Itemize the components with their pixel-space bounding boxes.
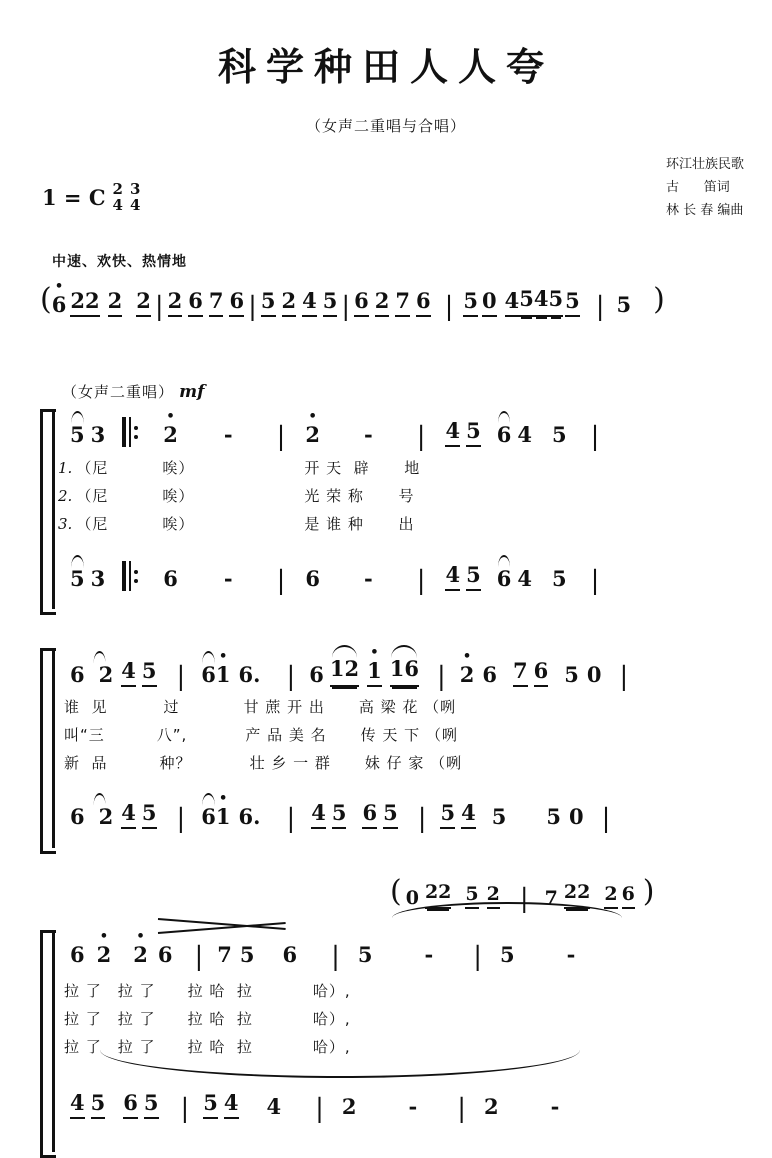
s3-u-barline-3: | <box>436 661 446 692</box>
key-signature-label: 1 = C <box>42 185 106 211</box>
system-intro <box>0 282 772 322</box>
lyric-verse-3: 3. （尼 唉） 是 谁 种 出 <box>58 515 415 533</box>
s2-u-note-2: 3 <box>90 422 106 447</box>
system-brace-inner <box>52 409 55 609</box>
meter-second <box>130 182 140 214</box>
s4-l-barline-2: | <box>315 1093 324 1124</box>
s4-c-note-7: 2 <box>604 883 617 909</box>
s2-l-note-7: 4 <box>445 562 460 591</box>
s3-u-note-17: 0 <box>586 662 602 687</box>
lyric-verse-3: 拉 了 拉 了 拉 哈 拉 哈）, <box>64 1038 351 1056</box>
system2-lower-staff <box>70 561 603 596</box>
s3-l-note-15: 5 <box>546 804 561 829</box>
sheet-music-page <box>0 36 772 1152</box>
lyric-verse-1: 拉 了 拉 了 拉 哈 拉 哈）, <box>64 982 351 1000</box>
s3-l-note-3: 4 <box>121 800 136 829</box>
intro-note-17: 6 <box>416 288 431 317</box>
s2-l-note-10: 4 <box>517 566 532 591</box>
dynamic-mf: mf <box>179 382 205 402</box>
s2-l-note-3: 6 <box>163 566 178 591</box>
s2-l-note-8: 5 <box>466 562 481 591</box>
intro-note-21: 5 <box>519 286 534 317</box>
s4-u-note-7: 6 <box>282 942 298 967</box>
s3-l-note-13: 4 <box>461 800 476 829</box>
part-label-duet: （女声二重唱） mf <box>62 382 205 402</box>
s3-u-barline-2: | <box>286 661 296 692</box>
s3-l-note-9: 5 <box>332 800 347 829</box>
intro-note-14: 6 <box>354 288 369 317</box>
s2-u-note-4: - <box>223 422 233 447</box>
s4-u-note-5: 7 <box>217 942 232 967</box>
s4-l-note-8: 2 <box>341 1094 357 1119</box>
meter-first-numerator: 2 <box>112 180 123 198</box>
s3-u-note-6: • 1 <box>216 662 231 687</box>
s2-u-note-5: • 2 <box>305 422 320 447</box>
intro-note-7: 6 <box>188 288 203 317</box>
s2-u-note-10: 4 <box>517 422 532 447</box>
page-title: 科学种田人人夸 <box>217 44 554 89</box>
s3-u-note-12: • 2 <box>460 662 475 687</box>
s4-l-note-1: 4 <box>70 1090 85 1119</box>
intro-note-1: • 6 <box>52 292 67 317</box>
intro-note-4: 2 <box>108 288 123 317</box>
s2-u-barline-3: | <box>590 421 600 452</box>
s2-l-note-5: 6 <box>305 566 320 591</box>
s4-u-note-2: • 2 <box>97 942 112 967</box>
system2-lyrics <box>58 457 420 534</box>
s3-l-barline-4: | <box>601 803 611 834</box>
s4-u-note-4: 6 <box>157 942 173 967</box>
s3-u-note-9: 12 <box>330 656 359 687</box>
crescendo-hairpin <box>158 916 286 936</box>
s4-l-note-3: 6 <box>123 1090 138 1119</box>
s3-u-barline-1: | <box>176 661 186 692</box>
s4-u-note-3: • 2 <box>133 942 148 967</box>
s4-c-note-2: 22 <box>425 881 451 909</box>
s3-l-barline-2: | <box>286 803 296 834</box>
s4-u-barline-2: | <box>331 941 340 972</box>
lyric-verse-1: 1. （尼 唉） 开 天 辟 地 <box>58 459 421 477</box>
s3-u-note-5: 6 <box>201 662 216 687</box>
intro-note-15: 2 <box>375 288 390 317</box>
s2-l-barline-1: | <box>276 565 286 596</box>
s3-l-note-14: 5 <box>491 804 507 829</box>
system2-upper-staff <box>70 417 603 452</box>
s2-u-note-7: 4 <box>445 418 460 447</box>
s4-l-note-9: - <box>408 1094 418 1119</box>
system3-brace-inner <box>52 648 55 848</box>
intro-note-12: 4 <box>302 288 317 317</box>
s4-c-note-1: 0 <box>405 887 419 909</box>
credit-line-2: 古 笛词 <box>665 179 730 195</box>
lyric-verse-1: 谁 见 过 甘 蔗 开 出 高 梁 花 （咧 <box>64 698 457 716</box>
s4-l-note-7: 4 <box>266 1094 282 1119</box>
repeat-start-sign-lower <box>115 561 145 591</box>
s4-c-note-8: 6 <box>622 883 635 909</box>
s3-u-barline-4: | <box>619 661 629 692</box>
intro-note-5: 2 <box>136 288 151 317</box>
credit-line-1: 环江壮族民歌 <box>665 157 744 172</box>
s3-u-note-1: 6 <box>70 662 85 687</box>
chorus-open-paren: ( <box>390 874 402 909</box>
s2-l-barline-2: | <box>416 565 426 596</box>
s3-u-note-10: • 1 <box>367 658 382 687</box>
s3-l-note-5: 6 <box>201 804 216 829</box>
intro-barline-3: | <box>341 291 351 322</box>
key-signature <box>42 182 140 214</box>
s3-l-note-2: 2 <box>98 804 114 829</box>
system3-upper-staff <box>70 656 632 692</box>
s3-u-note-11: 16 <box>390 656 419 687</box>
intro-note-10: 5 <box>261 288 276 317</box>
intro-note-20: 4 <box>505 288 520 317</box>
system4-upper-staff <box>70 941 576 972</box>
lyric-verse-2: 拉 了 拉 了 拉 哈 拉 哈）, <box>64 1010 351 1028</box>
s3-u-note-15: 6 <box>534 658 549 687</box>
s4-c-note-3: 5 <box>465 883 478 909</box>
s3-l-note-4: 5 <box>142 800 157 829</box>
repeat-start-sign <box>115 417 145 447</box>
s2-l-note-11: 5 <box>551 566 567 591</box>
chorus-close-paren: ) <box>642 874 655 909</box>
s3-u-note-2: 2 <box>98 662 114 687</box>
s2-u-note-3: • 2 <box>163 422 178 447</box>
intro-note-16: 7 <box>395 288 410 317</box>
intro-barline-4: | <box>444 291 454 322</box>
s2-u-note-9: 6 <box>496 422 512 447</box>
s3-l-note-1: 6 <box>70 804 85 829</box>
intro-note-18: 5 <box>463 288 478 317</box>
intro-note-6: 2 <box>168 288 183 317</box>
s3-l-barline-3: | <box>417 803 427 834</box>
intro-barline-5: | <box>595 291 605 322</box>
meter-first-denominator: 4 <box>112 195 123 214</box>
s2-u-barline-1: | <box>276 421 286 452</box>
intro-note-3: 2 <box>85 288 100 317</box>
s2-l-note-4: - <box>223 566 233 591</box>
s3-u-dot-1: . <box>253 662 261 687</box>
system3-lyrics <box>64 696 462 773</box>
intro-note-13: 5 <box>323 288 338 317</box>
s3-u-note-16: 5 <box>564 662 579 687</box>
system4-lyrics <box>64 980 351 1057</box>
s4-c-barline-1: | <box>519 883 529 914</box>
s3-u-note-13: 6 <box>482 662 497 687</box>
intro-close-paren: ) <box>653 282 665 317</box>
intro-note-8: 7 <box>209 288 224 317</box>
s3-u-note-3: 4 <box>121 658 136 687</box>
s3-u-note-8: 6 <box>309 662 324 687</box>
s2-u-note-1: 5 <box>70 422 85 447</box>
s4-l-note-2: 5 <box>91 1090 106 1119</box>
intro-staff <box>0 282 772 322</box>
s3-l-note-11: 5 <box>383 800 398 829</box>
tempo-marking: 中速、欢快、热情地 <box>52 254 187 270</box>
lyric-verse-2: 2. （尼 唉） 光 荣 称 号 <box>58 487 415 505</box>
s2-l-note-9: 6 <box>496 566 512 591</box>
s4-u-note-6: 5 <box>239 942 255 967</box>
lyric-verse-2: 叫“三 八”, 产 品 美 名 传 天 下 （咧 <box>64 726 458 744</box>
s4-l-barline-1: | <box>180 1093 190 1124</box>
meter-first <box>113 182 123 214</box>
s4-l-barline-3: | <box>457 1093 467 1124</box>
s3-l-note-6: • 1 <box>216 804 231 829</box>
meter-second-denominator: 4 <box>129 195 141 214</box>
s3-l-note-10: 6 <box>362 800 377 829</box>
system4-phrase-slur <box>100 1050 580 1078</box>
s4-l-note-6: 4 <box>224 1090 239 1119</box>
s2-l-note-2: 3 <box>90 566 106 591</box>
intro-note-2: 2 <box>70 288 85 317</box>
s3-l-barline-1: | <box>176 803 186 834</box>
s4-c-note-6: 22 <box>564 881 590 909</box>
system3-lower-staff <box>70 800 614 834</box>
s3-u-note-4: 5 <box>142 658 157 687</box>
s3-u-note-14: 7 <box>513 658 528 687</box>
intro-note-9: 6 <box>229 288 244 317</box>
s4-u-note-11: - <box>566 942 576 967</box>
s4-l-note-5: 5 <box>203 1090 218 1119</box>
intro-open-paren: ( <box>40 282 52 317</box>
s4-u-barline-1: | <box>194 941 204 972</box>
s3-l-note-7: 6 <box>238 804 254 829</box>
s3-l-note-8: 4 <box>311 800 326 829</box>
s4-l-note-4: 5 <box>144 1090 159 1119</box>
intro-barline-1: | <box>154 291 164 322</box>
s4-u-note-10: 5 <box>500 942 515 967</box>
s2-u-barline-2: | <box>416 421 426 452</box>
credits <box>666 154 744 222</box>
lyric-verse-3: 新 品 种？ 壮 乡 一 群 妹 仔 家 （咧 <box>64 754 463 772</box>
page-subtitle: （女声二重唱与合唱） <box>305 117 466 135</box>
s3-l-note-16: 0 <box>568 804 584 829</box>
intro-note-19: 0 <box>482 288 497 317</box>
s2-u-note-8: 5 <box>466 418 481 447</box>
s2-u-note-6: - <box>363 422 373 447</box>
s2-u-note-11: 5 <box>551 422 567 447</box>
intro-note-22: 4 <box>534 286 549 317</box>
s4-u-note-8: 5 <box>357 942 373 967</box>
s4-l-note-10: 2 <box>484 1094 499 1119</box>
s3-l-dot-1: . <box>253 804 261 829</box>
s4-c-note-4: 2 <box>487 883 500 909</box>
s4-c-note-5: 7 <box>544 887 558 909</box>
s4-u-note-1: 6 <box>70 942 85 967</box>
intro-note-11: 2 <box>282 288 297 317</box>
credit-line-3: 林 长 春 编曲 <box>665 202 744 218</box>
s2-l-note-6: - <box>363 566 373 591</box>
system4-lower-staff <box>70 1090 560 1124</box>
s4-l-note-11: - <box>550 1094 560 1119</box>
s2-l-barline-3: | <box>590 565 600 596</box>
s2-l-note-1: 5 <box>70 566 85 591</box>
s3-u-note-7: 6 <box>238 662 254 687</box>
s4-u-note-9: - <box>424 942 434 967</box>
intro-note-24: 5 <box>565 288 580 317</box>
intro-barline-2: | <box>248 291 257 322</box>
s3-l-note-12: 5 <box>440 800 455 829</box>
meter-second-numerator: 3 <box>129 180 141 198</box>
intro-note-23: 5 <box>549 286 564 317</box>
system4-brace-inner <box>52 930 55 1152</box>
s4-u-barline-3: | <box>473 941 483 972</box>
intro-note-25: 5 <box>616 292 632 317</box>
